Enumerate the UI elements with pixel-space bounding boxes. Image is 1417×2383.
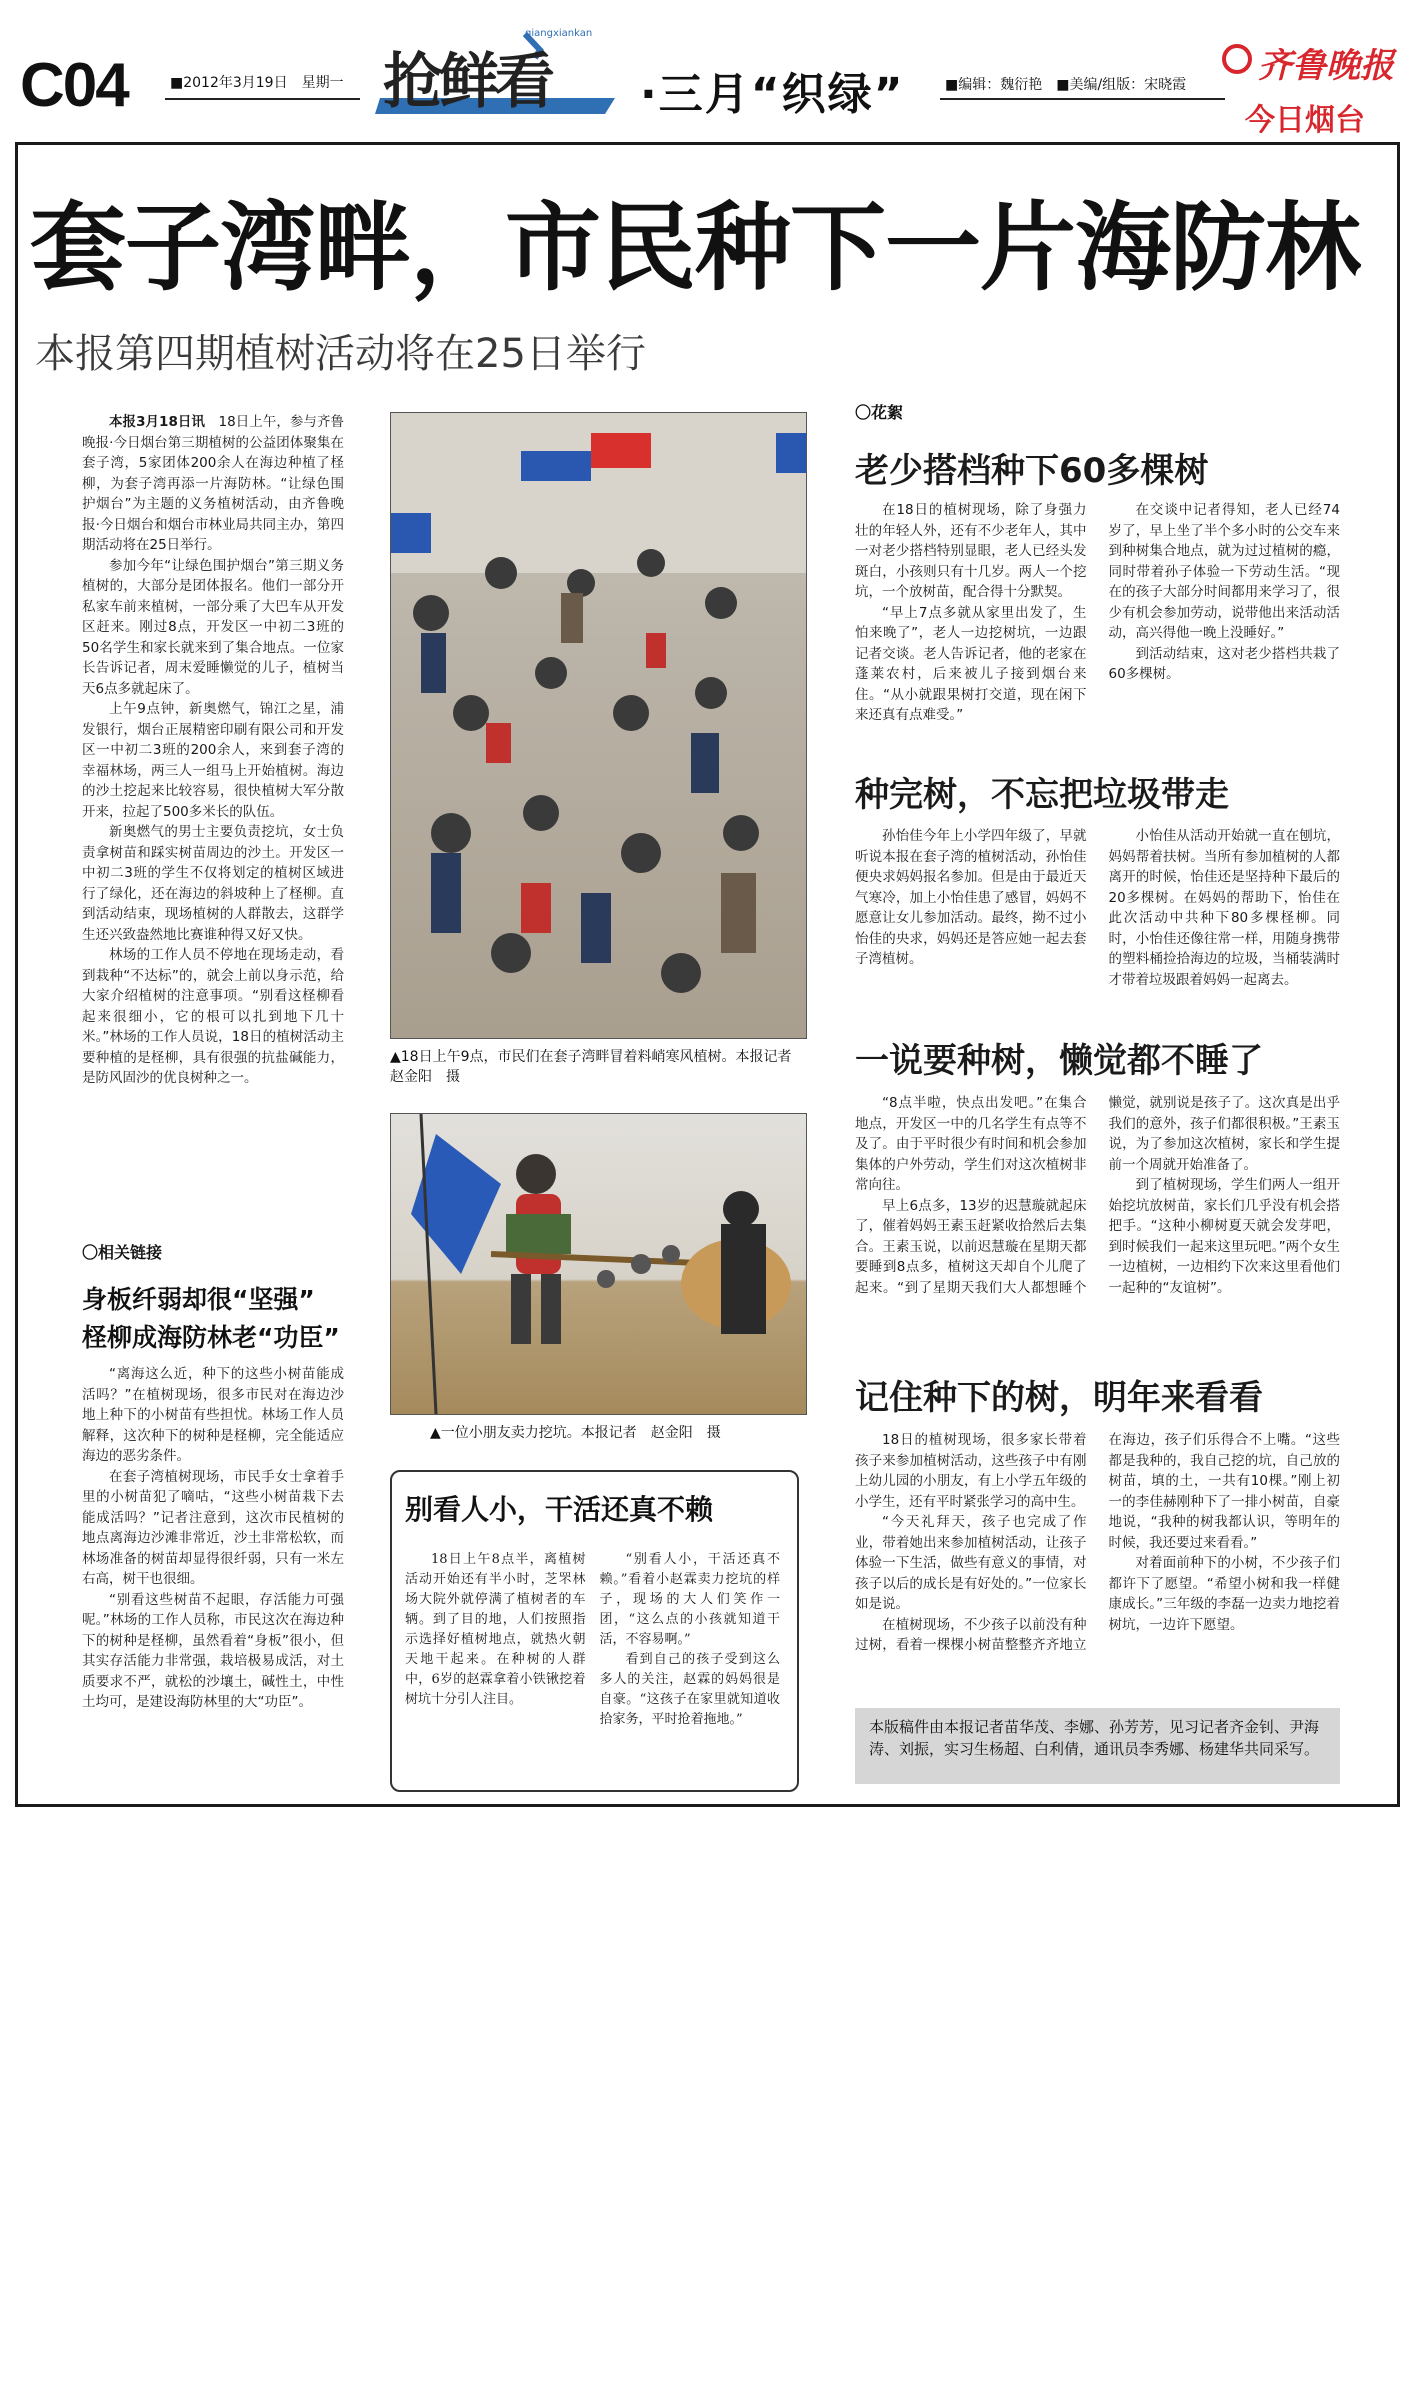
subsection-body-2: [855, 826, 1340, 990]
photo-caption-1: ▲18日上午9点，市民们在套子湾畔冒着料峭寒风植树。本报记者 赵金阳 摄: [390, 1049, 806, 1085]
photo-caption-2: ▲一位小朋友卖力挖坑。本报记者 赵金阳 摄: [430, 1425, 721, 1441]
section-brand-logo: [375, 28, 625, 118]
article-paragraph: 新奥燃气的男士主要负责挖坑，女士负责拿树苗和踩实树苗周边的沙土。开发区一中初二3班的学生不仅将划定的植树区域进行了绿化，还在海边的斜坡种上了柽柳。直到活动结束，现场植树的人群散去，这群学生还兴致盎然地比赛谁种得又好又快。: [82, 824, 344, 943]
article-paragraph: 在18日的植树现场，除了身强力壮的年轻人外，还有不少老年人，其中一对老少搭档特别显眼，老人已经头发斑白，小孩则只有十几岁。两人一个挖坑，一个放树苗，配合得十分默契。: [855, 502, 1087, 600]
article-paragraph: 18日上午，参与齐鲁晚报·今日烟台第三期植树的公益团体聚集在套子湾，5家团体200余人在海边种植了柽柳，为套子湾再添一片海防林。“让绿色围护烟台”为主题的义务植树活动，由齐鲁晚报·今日烟台和烟台市林业局共同主办，第四期活动将在25日举行。: [82, 414, 345, 553]
brand-text: 抢鲜看: [383, 47, 551, 117]
article-paragraph: “离海这么近，种下的这些小树苗能成活吗？”在植树现场，很多市民对在海边沙地上种下的小树苗有些担忧。林场工作人员解释，这次种下的树种是柽柳，完全能适应海边的恶劣条件。: [82, 1366, 344, 1464]
article-paragraph: 看到自己的孩子受到这么多人的关注，赵霖的妈妈很是自豪。“这孩子在家里就知道收拾家务，平时抢着拖地。”: [599, 1652, 780, 1727]
dateline: 本报3月18日讯: [109, 414, 205, 430]
subsection-title-4: 记住种下的树，明年来看看: [855, 1378, 1263, 1418]
article-paragraph: 参加今年“让绿色围护烟台”第三期义务植树的，大部分是团体报名。他们一部分开私家车前来植树，一部分乘了大巴车从开发区赶来。刚过8点，开发区一中初二3班的50名学生和家长就来到了集合地点。一位家长告诉记者，周末爱睡懒觉的儿子，植树当天6点多就起床了。: [82, 557, 344, 697]
article-paragraph: “今天礼拜天，孩子也完成了作业，带着她出来参加植树活动，让孩子体验一下生活，做些有意义的事情，对孩子以后的成长是有好处的。”一位家长如是说。: [855, 1514, 1087, 1612]
subsection-body-1: [855, 500, 1340, 726]
related-headline-2: 柽柳成海防林老“功臣”: [82, 1323, 340, 1352]
tree-planting-crowd-photo: [390, 412, 807, 1039]
article-paragraph: 到了植树现场，学生们两人一组开始挖坑放树苗，家长们几乎没有机会搭把手。“这种小柳树夏天就会发芽吧，到时候我们一起来这里玩吧。”两个女生一边植树，一边相约下次来这里看他们一起种的“友谊树”。: [1108, 1177, 1340, 1296]
brand-pinyin: qiangxiankan: [525, 28, 593, 39]
article-paragraph: 孙怡佳今年上小学四年级了，早就听说本报在套子湾的植树活动，孙怡佳便央求妈妈报名参加。但是由于最近天气寒冷，加上小怡佳患了感冒，妈妈不愿意让女儿参加活动。最终，拗不过小怡佳的央求，妈妈还是答应她一起去套子湾植树。: [855, 828, 1087, 967]
article-paragraph: 小怡佳从活动开始就一直在刨坑，妈妈帮着扶树。当所有参加植树的人都离开的时候，怡佳还是坚持种下最后的20多棵树。在妈妈的帮助下，怡佳在此次活动中共种下80多棵柽柳。同时，小怡佳还像往常一样，用随身携带的塑料桶捡拾海边的垃圾，当桶装满时才带着垃圾跟着妈妈一起离去。: [1108, 828, 1340, 988]
article-paragraph: 在植树现场，不少孩子以前没有种过树，看着一棵棵小树苗整整齐齐地立在海边，孩子们乐得合不上嘴。“这些都是我种的，我自己挖的坑，自己放的树苗，填的土，一共有10棵。”刚上初一的李佳赫刚种下了一排小树苗，自豪地说，“我种的树我都认识，等明年的时候，我还要过来看看。”: [855, 1432, 1340, 1653]
article-paragraph: 林场的工作人员不停地在现场走动，看到栽种“不达标”的，就会上前以身示范，给大家介绍植树的注意事项。“别看这柽柳看起来很细小，它的根可以扎到地下几十米。”林场的工作人员说，18日的植树活动主要种植的是柽柳，具有很强的抗盐碱能力，是防风固沙的优良树种之一。: [82, 947, 344, 1086]
newspaper-logo-icon: [1222, 44, 1252, 74]
header-rule-right: [940, 98, 1225, 100]
related-link-tag: 〇相关链接: [82, 1243, 163, 1262]
subsection-title-3: 一说要种树，懒觉都不睡了: [855, 1041, 1263, 1081]
article-paragraph: “别看这些树苗不起眼，存活能力可强呢。”林场的工作人员称，市民这次在海边种下的树种是柽柳，虽然看着“身板”很小，但其实存活能力非常强，栽培极易成活，对土质要求不严，就松的沙壤土，碱性土，中性土均可，是建设海防林里的大“功臣”。: [82, 1591, 344, 1710]
subsection-title-1: 老少搭档种下60多棵树: [855, 451, 1209, 491]
header-rule-left: [165, 98, 360, 100]
article-paragraph: 上午9点钟，新奥燃气，锦江之星，浦发银行，烟台正展精密印刷有限公司和开发区一中初二3班的200余人，来到套子湾的幸福林场，两三人一组马上开始植树。海边的沙土挖起来比较容易，很快植树大军分散开来，拉起了500多米长的队伍。: [82, 701, 344, 820]
related-headline-1: 身板纤弱却很“坚强”: [82, 1285, 315, 1314]
page-subheadline: 本报第四期植树活动将在25日举行: [35, 331, 646, 377]
reporter-credits: 本版稿件由本报记者苗华茂、李娜、孙芳芳，见习记者齐金钊、尹海涛、刘振，实习生杨超、白利倩，通讯员李秀娜、杨建华共同采写。: [855, 1708, 1340, 1784]
sidebar-box-body: [405, 1550, 780, 1730]
child-digging-photo: [390, 1113, 807, 1415]
article-paragraph: “早上7点多就从家里出发了，生怕来晚了”，老人一边挖树坑，一边跟记者交谈。老人告诉记者，他的老家在蓬莱农村，后来被儿子接到烟台来住。“从小就跟果树打交道，现在闲下来还真有点难受。”: [855, 604, 1087, 723]
issue-date: ■2012年3月19日 星期一: [170, 75, 344, 91]
newspaper-name: 齐鲁晚报: [1258, 46, 1394, 86]
article-paragraph: 18日的植树现场，很多家长带着孩子来参加植树活动，这些孩子中有刚上幼儿园的小朋友，有上小学五年级的小学生，还有平时紧张学习的高中生。: [855, 1432, 1087, 1510]
article-paragraph: 在套子湾植树现场，市民手女士拿着手里的小树苗犯了嘀咕，“这些小树苗栽下去能成活吗？”记者注意到，这次市民植树的地点离海边沙滩非常近，沙土非常松软，而林场准备的树苗却显得很纤弱，只有一米左右高，树干也很细。: [82, 1468, 344, 1587]
subsection-title-2: 种完树，不忘把垃圾带走: [855, 775, 1229, 815]
editor-credit: ■编辑：魏衍艳 ■美编/组版：宋晓霞: [945, 77, 1187, 93]
edition-name: 今日烟台: [1245, 103, 1365, 138]
page-headline: 套子湾畔，市民种下一片海防林: [30, 192, 1360, 304]
highlights-tag: 〇花絮: [855, 403, 904, 422]
section-title: ·三月“织绿”: [640, 69, 905, 120]
subsection-body-3: [855, 1093, 1340, 1298]
article-paragraph: 到活动结束，这对老少搭档共栽了60多棵树。: [1108, 645, 1340, 682]
child-photo-image: [391, 1114, 806, 1414]
page-number: C04: [20, 51, 128, 120]
crowd-photo-image: [391, 413, 806, 1038]
article-paragraph: 早上6点多，13岁的迟慧璇就起床了，催着妈妈王素玉赶紧收拾然后去集合。王素玉说，以前迟慧璇在星期天都要睡到8点多，植树这天却自个儿爬了起来。“到了星期天我们大人都想睡个懒觉，就别说是孩子了。这次真是出乎我们的意外，孩子们都很积极。”王素玉说，为了参加这次植树，家长和学生提前一个周就开始准备了。: [855, 1095, 1340, 1296]
related-article: [82, 1364, 344, 1713]
article-paragraph: 在交谈中记者得知，老人已经74岁了，早上坐了半个多小时的公交车来到种树集合地点，就为过过植树的瘾，同时带着孙子体验一下劳动生活。“现在的孩子大部分时间都用来学习了，很少有机会参加劳动，说带他出来活动活动，高兴得他一晚上没睡好。”: [1108, 502, 1340, 641]
article-paragraph: 18日上午8点半，离植树活动开始还有半小时，芝罘林场大院外就停满了植树者的车辆。到了目的地，人们按照指示选择好植树地点，就热火朝天地干起来。在种树的人群中，6岁的赵霖拿着小铁锹挖着树坑十分引人注目。: [405, 1552, 586, 1707]
subsection-body-4: [855, 1430, 1340, 1656]
article-paragraph: 对着面前种下的小树，不少孩子们都许下了愿望。“希望小树和我一样健康成长。”三年级的李磊一边卖力地挖着树坑，一边许下愿望。: [1108, 1555, 1340, 1633]
article-paragraph: “别看人小，干活还真不赖。”看着小赵霖卖力挖坑的样子，现场的大人们笑作一团，“这么点的小孩就知道干活，不容易啊。”: [599, 1552, 780, 1647]
main-article: [82, 412, 344, 1089]
sidebar-box-title: 别看人小，干活还真不赖: [405, 1493, 714, 1526]
article-paragraph: “8点半啦，快点出发吧。”在集合地点，开发区一中的几名学生有点等不及了。由于平时很少有时间和机会参加集体的户外劳动，学生们对这次植树非常向往。: [855, 1095, 1087, 1193]
